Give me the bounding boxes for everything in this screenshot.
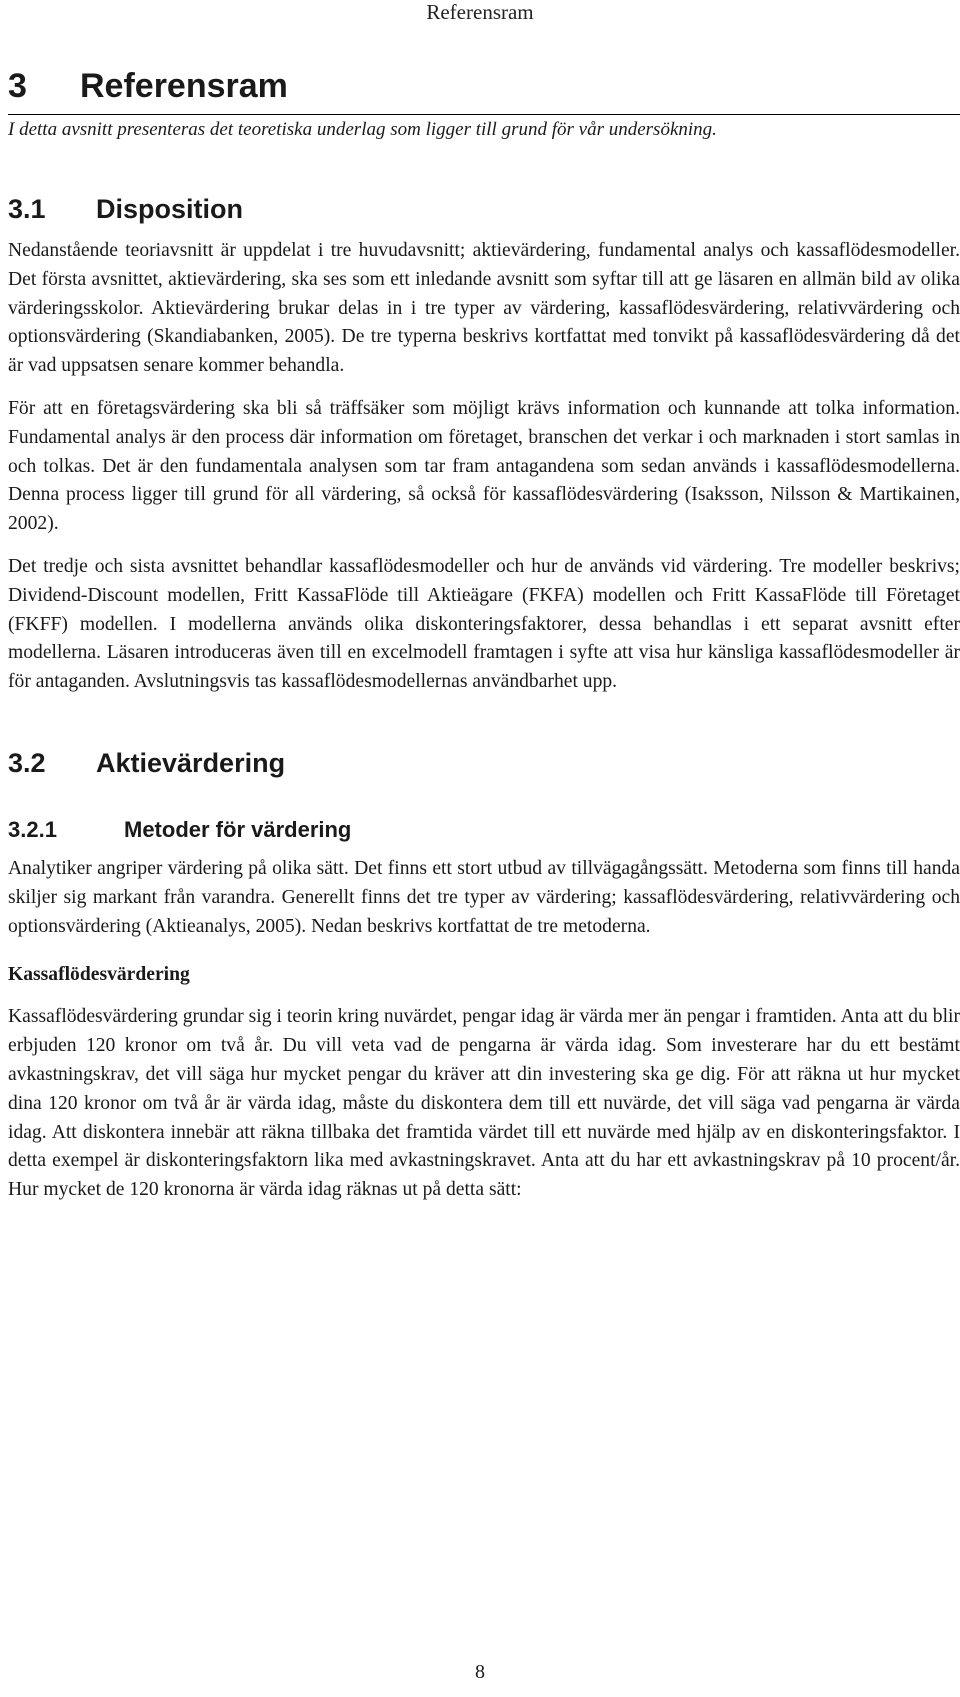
body-paragraph: Det tredje och sista avsnittet behandlar kassaflödesmodeller och hur de används vid värdering. Tre modeller beskrivs; Dividend-Discount modellen, Fritt KassaFlöde till Aktieägare (FKFA) modellen och Fritt KassaFlöde till Företaget (FKFF) modellen. I modellerna används olika diskonteringsfaktorer, dessa behandlas i ett separat avsnitt efter modellerna. Läsaren introduceras även till en excelmodell framtagen i syfte att visa hur känsliga kassaflödesmodeller är för antaganden. Avslutningsvis tas kassaflödesmodellernas användbarhet upp.: [8, 555, 960, 693]
body-paragraph: Kassaflödesvärdering grundar sig i teorin kring nuvärdet, pengar idag är värda mer än pengar i framtiden. Anta att du blir erbjuden 120 kronor om två år. Du vill veta vad de pengarna är värda idag. Som investerare har du ett bestämt avkastningskrav, det vill säga hur mycket pengar du kräver att din investering ska ge dig. För att räkna ut hur mycket dina 120 kronor om två år är värda idag, måste du diskontera dem till ett nuvärde, det vill säga vad pengarna är värda idag. Att diskontera innebär att räkna tillbaka det framtida värdet till ett nuvärde med hjälp av en diskonteringsfaktor. I detta exempel är diskonteringsfaktorn lika med avkastningskravet. Anta att du har ett avkastningskrav på 10 procent/år. Hur mycket de 120 kronorna är värda idag räknas ut på detta sätt:: [8, 1006, 960, 1201]
section-number: 3.2: [8, 747, 46, 778]
body-paragraph: Nedanstående teoriavsnitt är uppdelat i tre huvudavsnitt; aktievärdering, fundamental analys och kassaflödesmodeller. Det första avsnittet, aktievärdering, ska ses som ett inledande avsnitt som syftar till att ge läsaren en allmän bild av olika värderingsskolor. Aktievärdering brukar delas in i tre typer av värdering, kassaflödesvärdering, relativvärdering och optionsvärdering (Skandiabanken, 2005). De tre typerna beskrivs kortfattat med tonvikt på kassaflödesvärdering då det är vad uppsatsen senare kommer behandla.: [8, 240, 960, 377]
running-header: Referensram: [426, 0, 534, 24]
page-content: [8, 64, 960, 1205]
paragraph-heading-kassaflodesvardering: Kassaflödesvärdering: [8, 964, 190, 986]
chapter-heading: [8, 64, 960, 108]
chapter-number: 3: [8, 67, 27, 105]
chapter-title: Referensram: [80, 67, 288, 105]
body-paragraph: För att en företagsvärdering ska bli så träffsäker som möjligt krävs information och kunnande att tolka information. Fundamental analys är den process där information om företaget, branschen det verkar i och marknaden i stort samlas in och tolkas. Det är den fundamentala analysen som tar fram antagandena som sedan används i kassaflödesmodellerna. Denna process ligger till grund för all värdering, så också för kassaflödesvärdering (Isaksson, Nilsson & Martikainen, 2002).: [8, 397, 960, 535]
section-title: Disposition: [96, 194, 243, 224]
subsection-title: Metoder för värdering: [124, 816, 352, 842]
section-heading-disposition: [8, 191, 960, 227]
page-number: 8: [475, 1661, 485, 1683]
section-heading-aktievardering: [8, 745, 960, 781]
subsection-heading: [8, 815, 960, 845]
section-number: 3.1: [8, 194, 46, 224]
chapter-intro: I detta avsnitt presenteras det teoretiska underlag som ligger till grund för vår undersökning.: [8, 114, 960, 143]
body-paragraph: Analytiker angriper värdering på olika sätt. Det finns ett stort utbud av tillvägagångssätt. Metoderna som finns till handa skiljer sig markant från varandra. Generellt finns det tre typer av värdering; kassaflödesvärdering, relativvärdering och optionsvärdering (Aktieanalys, 2005). Nedan beskrivs kortfattat de tre metoderna.: [8, 857, 960, 937]
subsection-number: 3.2.1: [8, 816, 57, 842]
section-title: Aktievärdering: [96, 747, 286, 778]
